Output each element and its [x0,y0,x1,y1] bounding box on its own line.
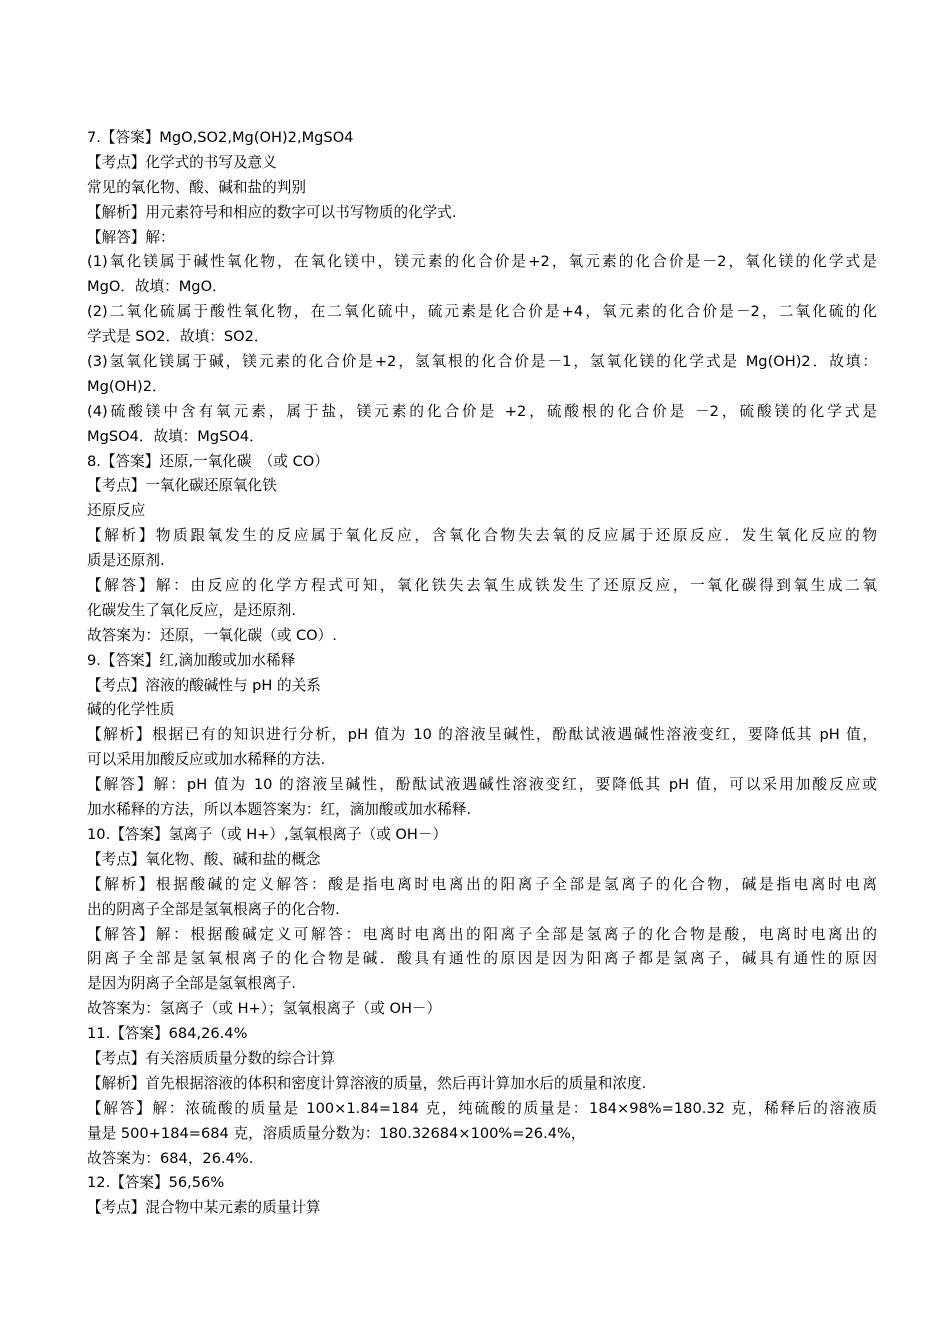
text-line: 【考点】有关溶质质量分数的综合计算 [87,1049,336,1067]
text-line: 出的阴离子全部是氢氧根离子的化合物. [87,900,340,918]
text-line: 【解析】物质跟氧发生的反应属于氧化反应，含氧化合物失去氧的反应属于还原反应．发生氧化反应的物 [87,527,877,545]
text-line: 【解答】解：根据酸碱定义可解答：电离时电离出的阳离子全部是氢离子的化合物是酸，电离时电离出的 [87,925,877,943]
text-line: MgO．故填：MgO． [87,278,227,296]
text-line: 还原反应 [87,502,146,520]
text-line: 常见的氧化物、酸、碱和盐的判别 [87,178,306,196]
text-line: 【解析】用元素符号和相应的数字可以书写物质的化学式. [87,203,457,221]
text-line: 【考点】混合物中某元素的质量计算 [87,1199,321,1217]
text-line: 化碳发生了氧化反应，是还原剂. [87,601,296,619]
text-line: 【考点】化学式的书写及意义 [87,153,277,171]
text-line: 12.【答案】56,56% [87,1174,225,1192]
text-line: 故答案为：684，26.4%. [87,1149,254,1167]
text-line: 学式是 SO2．故填：SO2． [87,328,269,346]
text-line: 【解答】解： [87,228,175,246]
text-line: 【解析】根据酸碱的定义解答：酸是指电离时电离出的阳离子全部是氢离子的化合物，碱是指电离时电离 [87,875,877,893]
text-line: 故答案为：还原，一氧化碳（或 CO）. [87,626,337,644]
text-line: 碱的化学性质 [87,701,175,719]
text-line: 可以采用加酸反应或加水稀释的方法. [87,751,326,769]
text-line: (1)氧化镁属于碱性氧化物，在氧化镁中，镁元素的化合价是+2，氧元素的化合价是－2，氧化镁的化学式是 [87,253,877,271]
text-line: 7.【答案】MgO,SO2,Mg(OH)2,MgSO4 [87,129,354,146]
text-line: 【解析】首先根据溶液的体积和密度计算溶液的质量，然后再计算加水后的质量和浓度. [87,1074,647,1092]
text-line: 是因为阴离子全部是氢氧根离子. [87,975,296,993]
text-line: 9.【答案】红,滴加酸或加水稀释 [87,651,296,669]
text-line: (3)氢氧化镁属于碱，镁元素的化合价是+2，氢氧根的化合价是－1，氢氧化镁的化学式是 Mg(OH)2．故填： [87,353,877,371]
text-line: 11.【答案】684,26.4% [87,1025,248,1043]
text-line: 【考点】氧化物、酸、碱和盐的概念 [87,850,321,868]
text-line: 加水稀释的方法，所以本题答案为：红，滴加酸或加水稀释. [87,801,472,819]
text-line: 阴离子全部是氢氧根离子的化合物是碱．酸具有通性的原因是因为阳离子都是氢离子，碱具有通性的原因 [87,950,877,968]
text-line: 【考点】一氧化碳还原氧化铁 [87,477,277,495]
text-line: Mg(OH)2． [87,377,167,395]
text-line: (4)硫酸镁中含有氧元素，属于盐，镁元素的化合价是 +2，硫酸根的化合价是 －2，硫酸镁的化学式是 [87,402,877,420]
text-line: 【解答】解：浓硫酸的质量是 100×1.84=184 克，纯硫酸的质量是：184×98%=180.32 克，稀释后的溶液质 [87,1099,877,1117]
text-line: 【考点】溶液的酸碱性与 pH 的关系 [87,676,321,694]
text-line: 质是还原剂. [87,552,165,570]
text-line: 10.【答案】氢离子（或 H+）,氢氧根离子（或 OH－） [87,825,448,843]
text-line: 故答案为：氢离子（或 H+）；氢氧根离子（或 OH－） [87,1000,442,1018]
text-line: 【解答】解：由反应的化学方程式可知，氧化铁失去氧生成铁发生了还原反应，一氧化碳得到氧生成二氧 [87,577,877,595]
text-line: 【解析】根据已有的知识进行分析，pH 值为 10 的溶液呈碱性，酚酞试液遇碱性溶液变红，要降低其 pH 值， [87,726,877,744]
answer-text-body [87,126,877,1221]
text-line: 【解答】解：pH 值为 10 的溶液呈碱性，酚酞试液遇碱性溶液变红，要降低其 pH 值，可以采用加酸反应或 [87,776,877,794]
text-line: 8.【答案】还原,一氧化碳 （或 CO） [87,452,329,470]
text-line: (2)二氧化硫属于酸性氧化物，在二氧化硫中，硫元素是化合价是+4，氧元素的化合价是－2，二氧化硫的化 [87,303,877,321]
text-line: MgSO4．故填：MgSO4． [87,427,264,445]
text-line: 量是 500+184=684 克，溶质质量分数为：180.32684×100%=26.4%， [87,1124,586,1142]
